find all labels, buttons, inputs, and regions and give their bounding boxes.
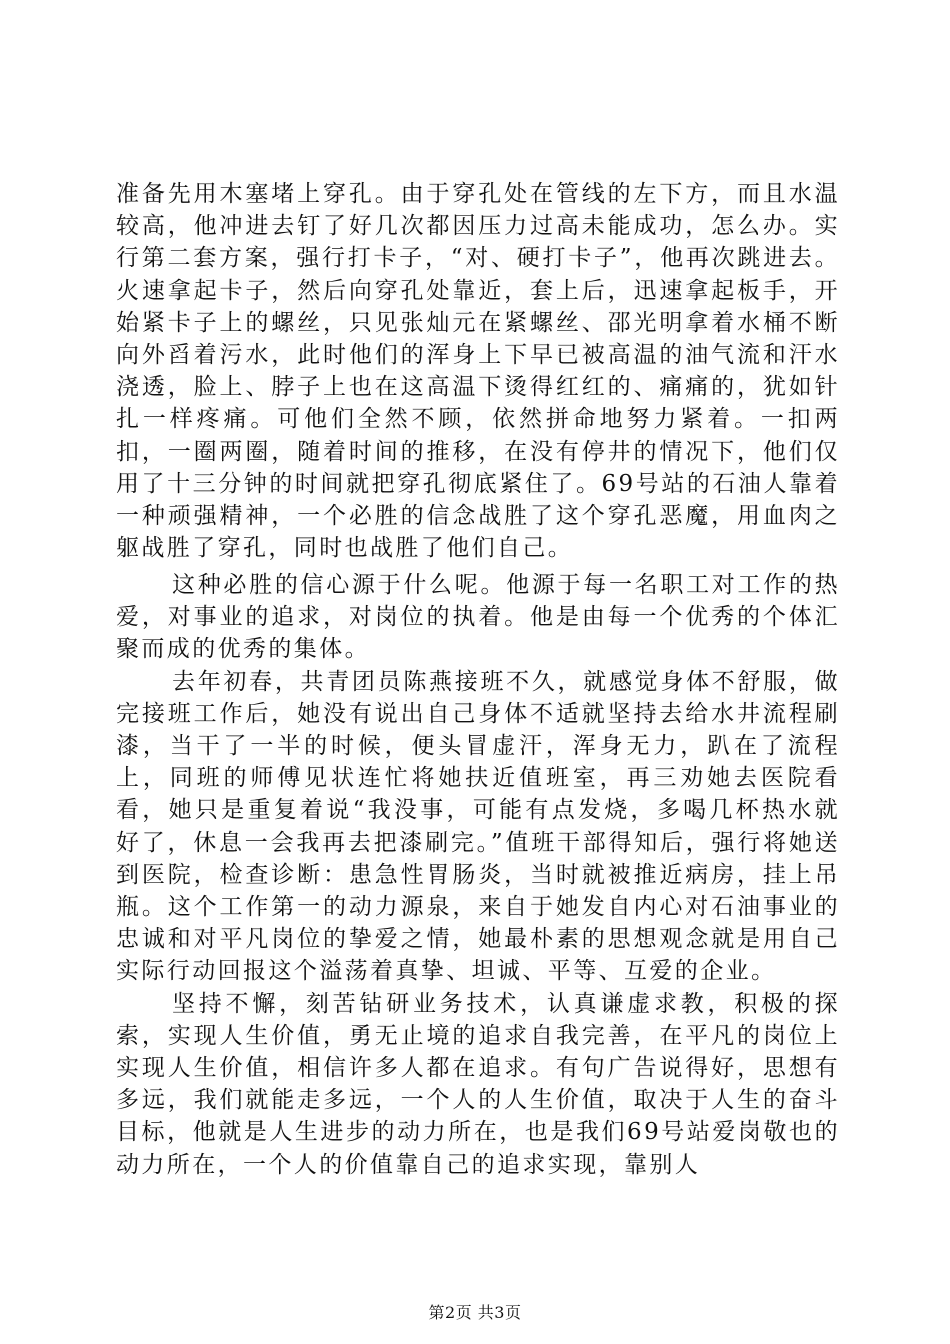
paragraph: 准备先用木塞堵上穿孔。由于穿孔处在管线的左下方，而且水温较高，他冲进去钉了好几次都因压力过高未能成功，怎么办。实行第二套方案，强行打卡子，“对、硬打卡子”，他再次跳进去。火速拿起卡子，然后向穿孔处靠近，套上后，迅速拿起板手，开始紧卡子上的螺丝，只见张灿元在紧螺丝、邵光明拿着水桶不断向外舀着污水，此时他们的浑身上下早已被高温的油气流和汗水浇透，脸上、脖子上也在这高温下烫得红红的、痛痛的，犹如针扎一样疼痛。可他们全然不顾，依然拼命地努力紧着。一扣两扣，一圈两圈，随着时间的推移，在没有停井的情况下，他们仅用了十三分钟的时间就把穿孔彻底紧住了。69号站的石油人靠着一种顽强精神，一个必胜的信念战胜了这个穿孔恶魔，用血肉之躯战胜了穿孔，同时也战胜了他们自己。 bbox=[116, 181, 840, 562]
text-section-top bbox=[116, 178, 840, 564]
text-section-bottom bbox=[116, 569, 840, 1181]
paragraph: 这种必胜的信心源于什么呢。他源于每一名职工对工作的热爱，对事业的追求，对岗位的执着。他是由每一个优秀的个体汇聚而成的优秀的集体。 bbox=[116, 572, 840, 663]
page-footer: 第2页 共3页 bbox=[428, 1303, 522, 1322]
paragraph: 去年初春，共青团员陈燕接班不久，就感觉身体不舒服，做完接班工作后，她没有说出自己身体不适就坚持去给水井流程刷漆，当干了一半的时候，便头冒虚汗，浑身无力，趴在了流程上，同班的师傅见状连忙将她扶近值班室，再三劝她去医院看看，她只是重复着说“我没事，可能有点发烧，多喝几杯热水就好了，休息一会我再去把漆刷完。”值班干部得知后，强行将她送到医院，检查诊断：患急性胃肠炎，当时就被推近病房，挂上吊瓶。这个工作第一的动力源泉，来自于她发自内心对石油事业的忠诚和对平凡岗位的挚爱之情，她最朴素的思想观念就是用自己实际行动回报这个溢荡着真挚、坦诚、平等、互爱的企业。 bbox=[116, 668, 840, 985]
paragraph: 坚持不懈，刻苦钻研业务技术，认真谦虚求教，积极的探索，实现人生价值，勇无止境的追求自我完善，在平凡的岗位上实现人生价值，相信许多人都在追求。有句广告说得好，思想有多远，我们就能走多远，一个人的人生价值，取决于人生的奋斗目标，他就是人生进步的动力所在，也是我们69号站爱岗敬也的动力所在，一个人的价值靠自己的追求实现，靠别人 bbox=[116, 990, 840, 1178]
